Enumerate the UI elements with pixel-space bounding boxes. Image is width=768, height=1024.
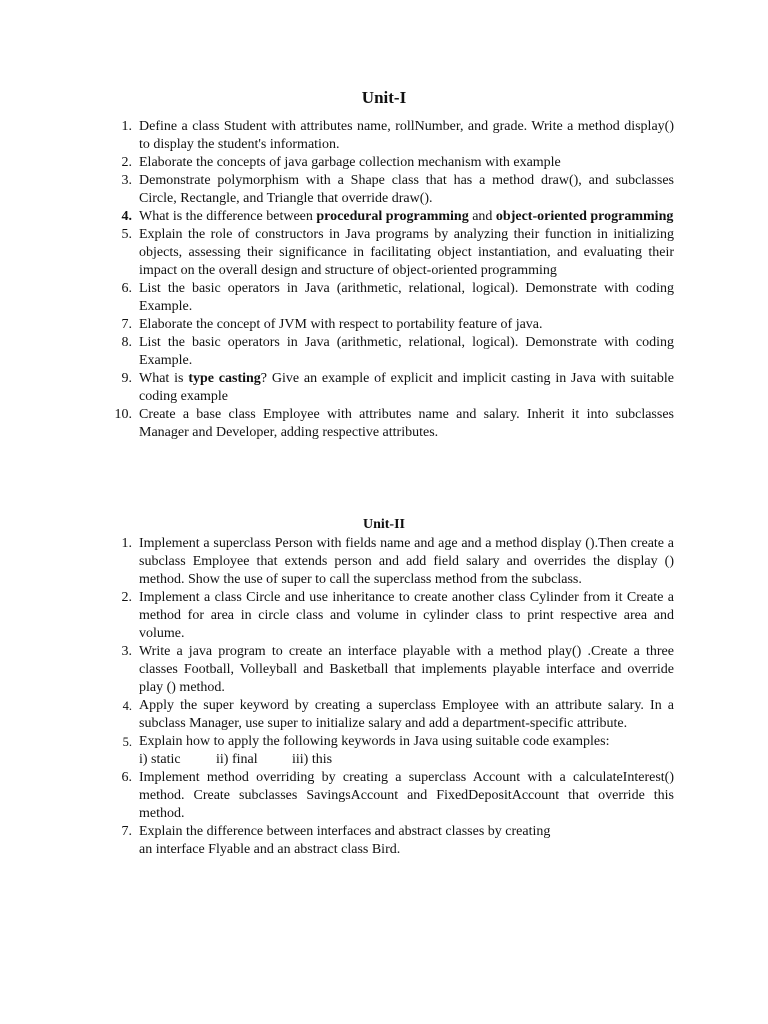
item-text-part: What is the difference between bbox=[139, 209, 317, 224]
item-text: Implement method overriding by creating a superclass Account with a calculateInterest() method. Create subclasses SavingsAccount and FixedDepositAccount that override this method. bbox=[139, 770, 674, 821]
item-text: Elaborate the concepts of java garbage collection mechanism with example bbox=[139, 155, 561, 170]
list-item bbox=[0, 118, 768, 154]
list-item bbox=[0, 733, 768, 769]
item-number: 8. bbox=[121, 335, 132, 350]
list-item bbox=[0, 334, 768, 370]
item-text: Write a java program to create an interface playable with a method play() .Create a three classes Football, Volleyball and Basketball that implements playable interface and override play () method. bbox=[139, 644, 674, 695]
item-number: 4. bbox=[122, 699, 132, 713]
item-number: 2. bbox=[121, 155, 132, 170]
item-number: 5. bbox=[121, 227, 132, 242]
item-text: Implement a class Circle and use inheritance to create another class Cylinder from it Create a method for area in circle class and volume in cylinder class to print respective area and volume. bbox=[139, 590, 674, 641]
item-text bbox=[139, 370, 674, 406]
item-text bbox=[139, 823, 674, 859]
list-item bbox=[0, 823, 768, 859]
item-text bbox=[139, 208, 674, 226]
item-number: 6. bbox=[121, 770, 132, 785]
item-number: 1. bbox=[121, 119, 132, 134]
item-text-part: What is bbox=[139, 371, 189, 386]
list-item bbox=[0, 589, 768, 643]
list-item bbox=[0, 697, 768, 733]
list-item bbox=[0, 172, 768, 208]
item-text-part: ? Give an example of explicit and implicit casting in Java with suitable coding example bbox=[139, 371, 674, 404]
item-number: 2. bbox=[121, 590, 132, 605]
unit-2-title: Unit-II bbox=[362, 517, 405, 532]
item-text: Elaborate the concept of JVM with respect to portability feature of java. bbox=[139, 317, 543, 332]
item-text-part: Explain how to apply the following keywords in Java using suitable code examples: bbox=[139, 734, 610, 749]
keyword-final: ii) final bbox=[216, 752, 258, 767]
item-text: Implement a superclass Person with fields name and age and a method display ().Then create a subclass Employee that extends person and add field salary and overrides the display () method. Show the use of super to call the superclass method from the subclass. bbox=[139, 536, 674, 587]
item-number: 3. bbox=[121, 173, 132, 188]
list-item bbox=[0, 535, 768, 589]
item-number: 4. bbox=[121, 209, 132, 224]
item-text: Create a base class Employee with attributes name and salary. Inherit it into subclasses Manager and Developer, adding respective attributes. bbox=[139, 407, 674, 440]
emphasis-text: type casting bbox=[188, 371, 261, 386]
list-item bbox=[0, 769, 768, 823]
item-number: 9. bbox=[121, 371, 132, 386]
unit-1-question-list bbox=[0, 118, 768, 442]
item-text-line: Explain the difference between interfaces and abstract classes by creating bbox=[139, 824, 551, 839]
keyword-static: i) static bbox=[139, 752, 181, 767]
item-text: Explain the role of constructors in Java programs by analyzing their function in initializing objects, assessing their significance in facilitating object instantiation, and evaluating their impact on the overall design and structure of object-oriented programming bbox=[139, 227, 674, 278]
unit-2-question-list bbox=[0, 535, 768, 859]
item-text: Apply the super keyword by creating a superclass Employee with an attribute salary. In a subclass Manager, use super to initialize salary and add a department-specific attribute. bbox=[139, 698, 674, 731]
list-item bbox=[0, 406, 768, 442]
item-number: 7. bbox=[121, 824, 132, 839]
item-number: 10. bbox=[114, 407, 132, 422]
list-item bbox=[0, 316, 768, 334]
item-number: 1. bbox=[121, 536, 132, 551]
item-number: 7. bbox=[121, 317, 132, 332]
list-item bbox=[0, 208, 768, 226]
item-number: 6. bbox=[121, 281, 132, 296]
list-item bbox=[0, 280, 768, 316]
item-number: 3. bbox=[121, 644, 132, 659]
item-text: List the basic operators in Java (arithmetic, relational, logical). Demonstrate with coding Example. bbox=[139, 281, 674, 314]
unit-1-title: Unit-I bbox=[361, 88, 407, 107]
emphasis-text: object-oriented programming bbox=[495, 209, 674, 224]
list-item bbox=[0, 643, 768, 697]
item-text-line: an interface Flyable and an abstract class Bird. bbox=[139, 842, 401, 857]
item-text bbox=[139, 733, 674, 769]
list-item bbox=[0, 226, 768, 280]
item-text: Define a class Student with attributes name, rollNumber, and grade. Write a method display() to display the student's information. bbox=[139, 119, 674, 152]
item-text: Demonstrate polymorphism with a Shape class that has a method draw(), and subclasses Circle, Rectangle, and Triangle that override draw(). bbox=[139, 173, 674, 206]
list-item bbox=[0, 154, 768, 172]
keyword-this: iii) this bbox=[292, 752, 333, 767]
item-text: List the basic operators in Java (arithmetic, relational, logical). Demonstrate with coding Example. bbox=[139, 335, 674, 368]
emphasis-text: procedural programming bbox=[316, 209, 469, 224]
item-text-part: and bbox=[468, 209, 496, 224]
list-item bbox=[0, 370, 768, 406]
item-number: 5. bbox=[122, 735, 132, 749]
